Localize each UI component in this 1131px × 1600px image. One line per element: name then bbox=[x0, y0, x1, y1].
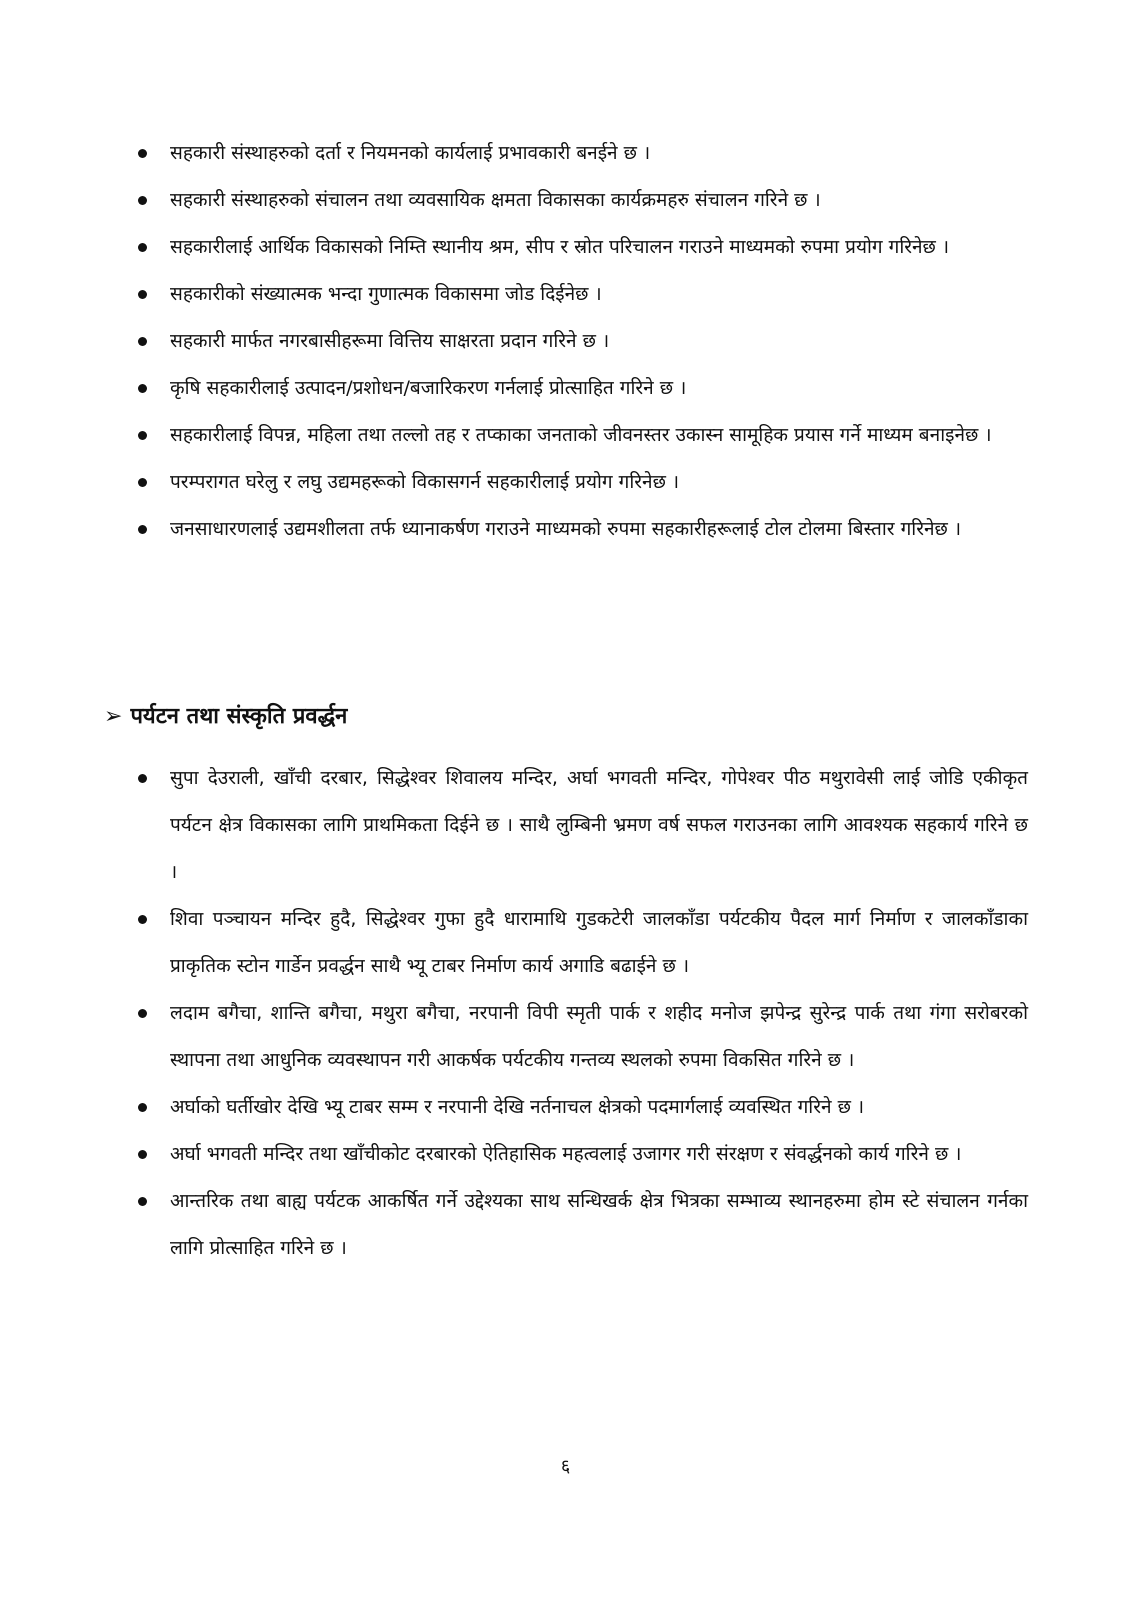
list-item-text: अर्घा भगवती मन्दिर तथा खाँचीकोट दरबारको ऐतिहासिक महत्वलाई उजागर गरी संरक्षण र संवर्द्धनको कार्य गरिने छ । bbox=[170, 1143, 962, 1165]
bullet-icon bbox=[138, 1150, 147, 1159]
list-item bbox=[138, 1131, 1028, 1178]
list-item bbox=[138, 130, 1028, 177]
list-item-text: सहकारीलाई आर्थिक विकासको निम्ति स्थानीय श्रम, सीप र स्रोत परिचालन गराउने माध्यमको रुपमा प्रयोग गरिनेछ । bbox=[170, 236, 950, 258]
list-item-text: सुपा देउराली, खाँची दरबार, सिद्धेश्वर शिवालय मन्दिर, अर्घा भगवती मन्दिर, गोपेश्वर पीठ मथुरावेसी लाई जोडि एकीकृत पर्यटन क्षेत्र विकासका लागि प्राथमिकता दिईने छ । साथै लुम्बिनी भ्रमण वर्ष सफल गराउनका लागि आवश्यक सहकार्य गरिने छ । bbox=[170, 767, 1028, 883]
list-item bbox=[138, 459, 1028, 506]
list-item-text: आन्तरिक तथा बाह्य पर्यटक आकर्षित गर्ने उद्देश्यका साथ सन्धिखर्क क्षेत्र भित्रका सम्भाव्य स्थानहरुमा होम स्टे संचालन गर्नका लागि प्रोत्साहित गरिने छ । bbox=[170, 1190, 1028, 1259]
bullet-icon bbox=[138, 915, 147, 924]
bullet-icon bbox=[138, 149, 147, 158]
list-item bbox=[138, 506, 1028, 553]
list-item bbox=[138, 177, 1028, 224]
list-item-text: शिवा पञ्चायन मन्दिर हुदै, सिद्धेश्वर गुफा हुदै धारामाथि गुडकटेरी जालकाँडा पर्यटकीय पैदल मार्ग निर्माण र जालकाँडाका प्राकृतिक स्टोन गार्डेन प्रवर्द्धन साथै भ्यू टाबर निर्माण कार्य अगाडि बढाईने छ । bbox=[170, 908, 1028, 977]
arrow-bullet-icon: ➢ bbox=[104, 704, 123, 729]
section-heading-text: पर्यटन तथा संस्कृति प्रवर्द्धन bbox=[130, 704, 348, 729]
bullet-icon bbox=[138, 431, 147, 440]
list-item-text: कृषि सहकारीलाई उत्पादन/प्रशोधन/बजारिकरण गर्नलाई प्रोत्साहित गरिने छ । bbox=[170, 377, 687, 399]
list-item bbox=[138, 755, 1028, 896]
bullet-icon bbox=[138, 337, 147, 346]
list-item-text: लदाम बगैचा, शान्ति बगैचा, मथुरा बगैचा, नरपानी विपी स्मृती पार्क र शहीद मनोज झपेन्द्र सुरेन्द्र पार्क तथा गंगा सरोबरको स्थापना तथा आधुनिक व्यवस्थापन गरी आकर्षक पर्यटकीय गन्तव्य स्थलको रुपमा विकसित गरिने छ । bbox=[170, 1002, 1028, 1071]
cooperative-list bbox=[138, 130, 1028, 553]
list-item bbox=[138, 365, 1028, 412]
list-item-text: जनसाधारणलाई उद्यमशीलता तर्फ ध्यानाकर्षण गराउने माध्यमको रुपमा सहकारीहरूलाई टोल टोलमा बिस्तार गरिनेछ । bbox=[170, 518, 962, 540]
bullet-icon bbox=[138, 243, 147, 252]
list-item bbox=[138, 990, 1028, 1084]
list-item-text: सहकारी संस्थाहरुको दर्ता र नियमनको कार्यलाई प्रभावकारी बनईने छ । bbox=[170, 142, 651, 164]
list-item bbox=[138, 224, 1028, 271]
bullet-icon bbox=[138, 384, 147, 393]
list-item bbox=[138, 271, 1028, 318]
list-item bbox=[138, 412, 1028, 459]
list-item-text: परम्परागत घरेलु र लघु उद्यमहरूको विकासगर्न सहकारीलाई प्रयोग गरिनेछ । bbox=[170, 471, 680, 493]
list-item-text: सहकारीलाई विपन्न, महिला तथा तल्लो तह र तप्काका जनताको जीवनस्तर उकास्न सामूहिक प्रयास गर्ने माध्यम बनाइनेछ । bbox=[170, 424, 992, 446]
bullet-icon bbox=[138, 1197, 147, 1206]
page-number: ६ bbox=[560, 1456, 571, 1477]
bullet-icon bbox=[138, 290, 147, 299]
bullet-icon bbox=[138, 1103, 147, 1112]
list-item bbox=[138, 896, 1028, 990]
list-item-text: सहकारी मार्फत नगरबासीहरूमा वित्तिय साक्षरता प्रदान गरिने छ । bbox=[170, 330, 610, 352]
list-item bbox=[138, 318, 1028, 365]
list-item-text: सहकारीको संख्यात्मक भन्दा गुणात्मक विकासमा जोड दिईनेछ । bbox=[170, 283, 602, 305]
section-heading bbox=[104, 697, 347, 737]
list-item-text: सहकारी संस्थाहरुको संचालन तथा व्यवसायिक क्षमता विकासका कार्यक्रमहरु संचालन गरिने छ । bbox=[170, 189, 821, 211]
bullet-icon bbox=[138, 525, 147, 534]
bullet-icon bbox=[138, 478, 147, 487]
list-item bbox=[138, 1084, 1028, 1131]
tourism-list bbox=[138, 755, 1028, 1272]
list-item-text: अर्घाको घर्तीखोर देखि भ्यू टाबर सम्म र नरपानी देखि नर्तनाचल क्षेत्रको पदमार्गलाई व्यवस्थित गरिने छ । bbox=[170, 1096, 865, 1118]
bullet-icon bbox=[138, 196, 147, 205]
list-item bbox=[138, 1178, 1028, 1272]
bullet-icon bbox=[138, 774, 147, 783]
bullet-icon bbox=[138, 1009, 147, 1018]
